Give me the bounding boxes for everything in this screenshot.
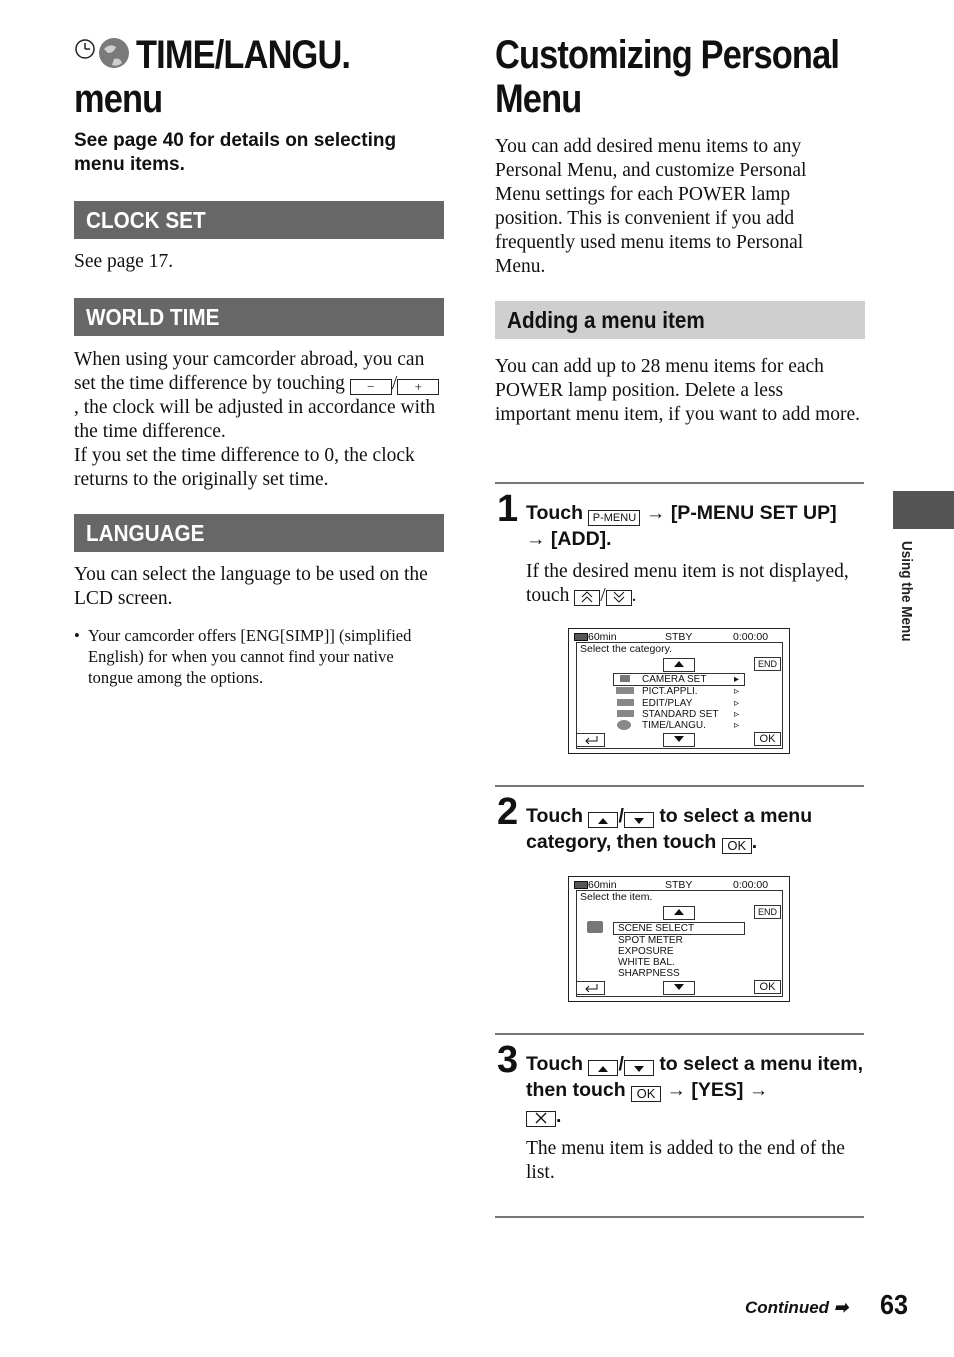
step2-number: 2 bbox=[497, 791, 519, 833]
chevron-right-icon: ▹ bbox=[733, 708, 739, 720]
list-item[interactable]: SPOT METER bbox=[618, 935, 683, 946]
page-number: 63 bbox=[880, 1289, 909, 1320]
battery-icon bbox=[574, 881, 588, 889]
down-arrow-icon bbox=[634, 818, 644, 824]
right-intro: You can add desired menu items to any Personal Menu, and customize Personal Menu settings for each POWER lamp position. This is convenient if you add frequently used menu items to Personal Menu. bbox=[495, 136, 807, 277]
lcd-end-button[interactable]: END bbox=[754, 657, 781, 671]
camera-icon bbox=[620, 675, 630, 682]
lcd-down-button[interactable] bbox=[663, 981, 695, 995]
step2-rule bbox=[495, 785, 864, 787]
adding-menu-item-heading: Adding a menu item bbox=[495, 301, 865, 339]
return-icon bbox=[583, 734, 599, 744]
down-arrow-icon bbox=[634, 1066, 644, 1072]
world-time-heading: WORLD TIME bbox=[74, 298, 444, 336]
close-icon bbox=[535, 1112, 547, 1124]
close-button[interactable] bbox=[526, 1111, 556, 1127]
lcd-return-button[interactable] bbox=[576, 733, 605, 747]
return-icon bbox=[583, 982, 599, 992]
step1-rule bbox=[495, 482, 864, 484]
plus-button[interactable]: + bbox=[397, 379, 439, 395]
step1-number: 1 bbox=[497, 488, 519, 530]
language-heading: LANGUAGE bbox=[74, 514, 444, 552]
edit-play-icon bbox=[617, 699, 634, 706]
lcd-ok-button[interactable]: OK bbox=[754, 980, 781, 994]
title-icons bbox=[74, 37, 134, 71]
down-button[interactable] bbox=[624, 812, 654, 828]
step1-note: If the desired menu item is not displayed, touch / . bbox=[526, 561, 849, 606]
step3-instruction: Touch / to select a menu item, then touch OK → [YES] → . bbox=[526, 1053, 864, 1127]
chevron-right-icon: ▹ bbox=[733, 720, 739, 732]
down-button[interactable] bbox=[624, 1060, 654, 1076]
world-time-text: When using your camcorder abroad, you can set the time difference by touching − / +, the clock will be adjusted in accordance with the time difference. If you set the time difference to 0, the clock returns to the originally set time. bbox=[74, 348, 444, 492]
step3-number: 3 bbox=[497, 1039, 519, 1081]
left-lead: See page 40 for details on selecting menu items. bbox=[74, 130, 397, 175]
list-item[interactable]: EDIT/PLAY ▹ bbox=[613, 698, 745, 709]
lcd-prompt: Select the category. bbox=[580, 643, 673, 655]
double-up-icon bbox=[581, 591, 593, 603]
lcd-ok-button[interactable]: OK bbox=[754, 732, 781, 746]
adding-menu-item-text: You can add up to 28 menu items for each POWER lamp position. Delete a less important menu item, if you want to add more. bbox=[495, 356, 861, 425]
sidebar-tab bbox=[893, 491, 954, 529]
camera-category-icon bbox=[587, 921, 603, 933]
left-title-line2: menu bbox=[74, 77, 163, 121]
language-text: You can select the language to be used on the LCD screen. bbox=[74, 564, 428, 609]
lcd-screen-category: 60min STBY 0:00:00 Select the category. END CAMERA SET ▸ PICT.APPLI. ▹ EDIT/PLAY ▹ STANDARD SET ▹ TIME/LANGU. ▹ OK bbox=[568, 628, 790, 754]
page-up-button[interactable] bbox=[574, 590, 600, 606]
minus-button[interactable]: − bbox=[350, 379, 392, 395]
lcd-down-button[interactable] bbox=[663, 733, 695, 747]
double-down-icon bbox=[613, 591, 625, 603]
lcd-up-button[interactable] bbox=[663, 658, 695, 672]
chevron-right-icon: ▹ bbox=[733, 697, 739, 709]
up-button[interactable] bbox=[588, 812, 618, 828]
ok-button[interactable]: OK bbox=[631, 1086, 661, 1102]
item-list bbox=[613, 922, 745, 979]
up-arrow-icon bbox=[674, 661, 684, 667]
up-arrow-icon bbox=[674, 909, 684, 915]
step2-instruction: Touch / to select a menu category, then touch OK . bbox=[526, 805, 813, 853]
left-title-line1: TIME/LANGU. bbox=[136, 33, 351, 77]
language-bullet: • Your camcorder offers [ENG[SIMP]] (simplified English) for when you cannot find your native tongue among the options. bbox=[74, 626, 412, 687]
page-down-button[interactable] bbox=[606, 590, 632, 606]
list-item[interactable]: PICT.APPLI. ▹ bbox=[613, 686, 745, 697]
category-list bbox=[613, 673, 745, 731]
list-item[interactable]: EXPOSURE bbox=[618, 946, 674, 957]
standard-set-icon bbox=[617, 710, 634, 717]
up-arrow-icon bbox=[598, 818, 608, 824]
battery-icon bbox=[574, 633, 588, 641]
down-arrow-icon bbox=[674, 984, 684, 990]
p-menu-button[interactable]: P-MENU bbox=[588, 510, 640, 526]
list-item[interactable]: WHITE BAL. bbox=[618, 957, 675, 968]
clock-set-heading: CLOCK SET bbox=[74, 201, 444, 239]
step3-rule bbox=[495, 1033, 864, 1035]
list-item[interactable]: CAMERA SET ▸ bbox=[613, 673, 745, 686]
ok-button[interactable]: OK bbox=[722, 838, 752, 854]
lcd-screen-item: 60min STBY 0:00:00 Select the item. END SCENE SELECT SPOT METER EXPOSURE WHITE BAL. SHARPNESS OK bbox=[568, 876, 790, 1002]
arrow-right-icon: ➡ bbox=[833, 1298, 849, 1317]
clock-globe-icon bbox=[617, 720, 631, 730]
lcd-prompt: Select the item. bbox=[580, 891, 653, 903]
lcd-return-button[interactable] bbox=[576, 981, 605, 995]
up-button[interactable] bbox=[588, 1060, 618, 1076]
clock-globe-icon bbox=[74, 37, 134, 71]
chevron-right-icon: ▹ bbox=[733, 686, 739, 698]
down-arrow-icon bbox=[674, 736, 684, 742]
right-title-line1: Customizing Personal bbox=[495, 33, 840, 77]
step1-instruction: Touch P-MENU → [P-MENU SET UP] → [ADD]. bbox=[526, 502, 837, 550]
pict-appli-icon bbox=[616, 687, 634, 694]
list-item[interactable]: SHARPNESS bbox=[618, 968, 680, 979]
continued-label: Continued ➡ bbox=[745, 1298, 849, 1317]
sidebar-label: Using the Menu bbox=[898, 541, 915, 642]
lcd-end-button[interactable]: END bbox=[754, 905, 781, 919]
lcd-up-button[interactable] bbox=[663, 906, 695, 920]
list-item[interactable]: TIME/LANGU. ▹ bbox=[613, 720, 745, 731]
bottom-rule bbox=[495, 1216, 864, 1218]
list-item[interactable]: SCENE SELECT bbox=[613, 922, 745, 935]
list-item[interactable]: STANDARD SET ▹ bbox=[613, 709, 745, 720]
chevron-right-icon: ▸ bbox=[733, 674, 739, 685]
right-title-line2: Menu bbox=[495, 77, 582, 121]
step3-note: The menu item is added to the end of the list. bbox=[526, 1138, 845, 1183]
clock-set-text: See page 17. bbox=[74, 251, 174, 272]
up-arrow-icon bbox=[598, 1066, 608, 1072]
